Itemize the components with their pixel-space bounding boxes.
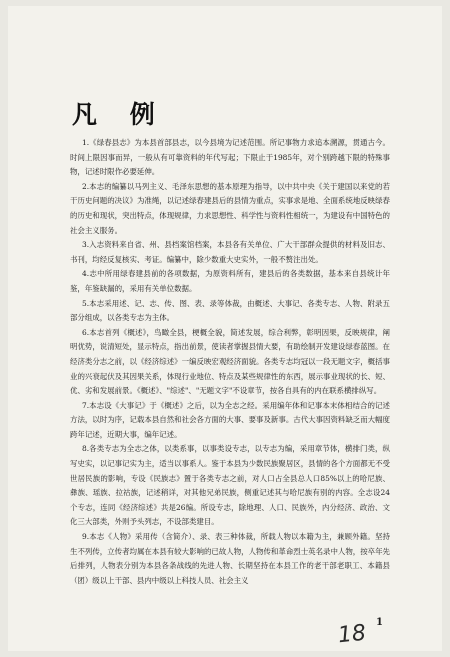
page-number: 1 [376,617,383,628]
page-heading: 凡 例 [72,99,167,129]
paragraph-2: 2.本志的编纂以马列主义、毛泽东思想的基本原理为指导，以中共中央《关于建国以来党的若干历史问题的决议》为准绳，以记述绿春建县后的县情为重点，实事求是地、全面系统地反映绿春的历史和现状，突出特点，体现规律，力求思想性、科学性与资料性相统一，为建设有中国特色的社会主义服务。 [70,181,390,235]
body-text [70,136,390,588]
handwritten-page-number: 18 [336,620,368,649]
paragraph-7: 7.本志设《大事记》于《概述》之后，以为全志之经。采用编年体和记事本末体相结合的记述方法，以时为序，记载本县自然和社会各方面的大事、要事及新事。古代大事因资料缺乏而大幅度跨年记述，近期大事，编年记述。 [70,400,390,439]
paragraph-8: 8.各类专志为全志之体，以类系事，以事类设专志，以专志为编，采用章节体，横排门类，纵写史实，以记事记实为主，适当以事系人。鉴于本县为少数民族聚居区，县情的各个方面都无不受世居民族的影响，专设《民族志》置于各类专志之前，对人口占全县总人口85%以上的哈尼族、彝族、瑶族、拉祜族，记述稍详，对其他兄弟民族，侧重记述其与哈尼族有别的内容。全志设24个专志，连同《经济综述》共是26编。所设专志，除地理、人口、民族外，内分经济、政治、文化三大部类，外则予头列志，不设部类建目。 [70,444,390,527]
paragraph-6: 6.本志首列《概述》，鸟瞰全县，梗概全貌，简述发展，综合利弊，彰明因果，反映规律，阐明优势，说清短处，显示特点，指出前景，使读者掌握县情大要，有助绘制开发建设绿春蓝图。在经济类分志之前，以《经济综述》一编反映宏观经济面貌。各类专志均冠以一段无题文字，概括事业的兴衰起伏及其因果关系，体现行业地位、特点及某些规律性的东西，展示事业现状的长、短、优、劣和发展前景。《概述》、"综述"、"无题文字"不设章节，按各自具有的内在联系横排纵写。 [70,327,390,396]
paragraph-4: 4.志中所用绿春建县前的各项数据，为原资料所有，建县后的各类数据，基本来自县统计年鉴，年鉴缺漏的，采用有关单位数据。 [70,269,390,293]
paragraph-3: 3.入志资料来自省、州、县档案馆档案，本县各有关单位、广大干部群众提供的材料及旧志、书刊，均经反复核实、考证。编纂中，除少数重大史实外，一般不赘注出处。 [70,240,390,264]
paragraph-5: 5.本志采用述、记、志、传、图、表、录等体裁，由概述、大事记、各类专志、人物、附录五部分组成，以各类专志为主体。 [70,298,390,323]
paragraph-9: 9.本志《人物》采用传（含简介）、录、表三种体裁，所载人物以本籍为主，兼顾外籍。坚持生不列传，立传者均属在本县有较大影响的已故人物，人物传和革命烈士英名录中人物，按卒年先后排列，人物表分别为本县各条战线的先进人物、长期坚持在本县工作的老干部老职工、本籍县（团）级以上干部、县内中级以上科技人员、社会主义 [70,532,390,585]
paragraph-1: 1.《绿春县志》为本县首部县志，以今县境为记述范围。所记事物力求追本溯源，贯通古今。时间上限因事而异，一般从有可靠资料的年代写起；下限止于1985年，对个别跨越下限的特殊事物，记述时限作必要延伸。 [70,138,390,177]
